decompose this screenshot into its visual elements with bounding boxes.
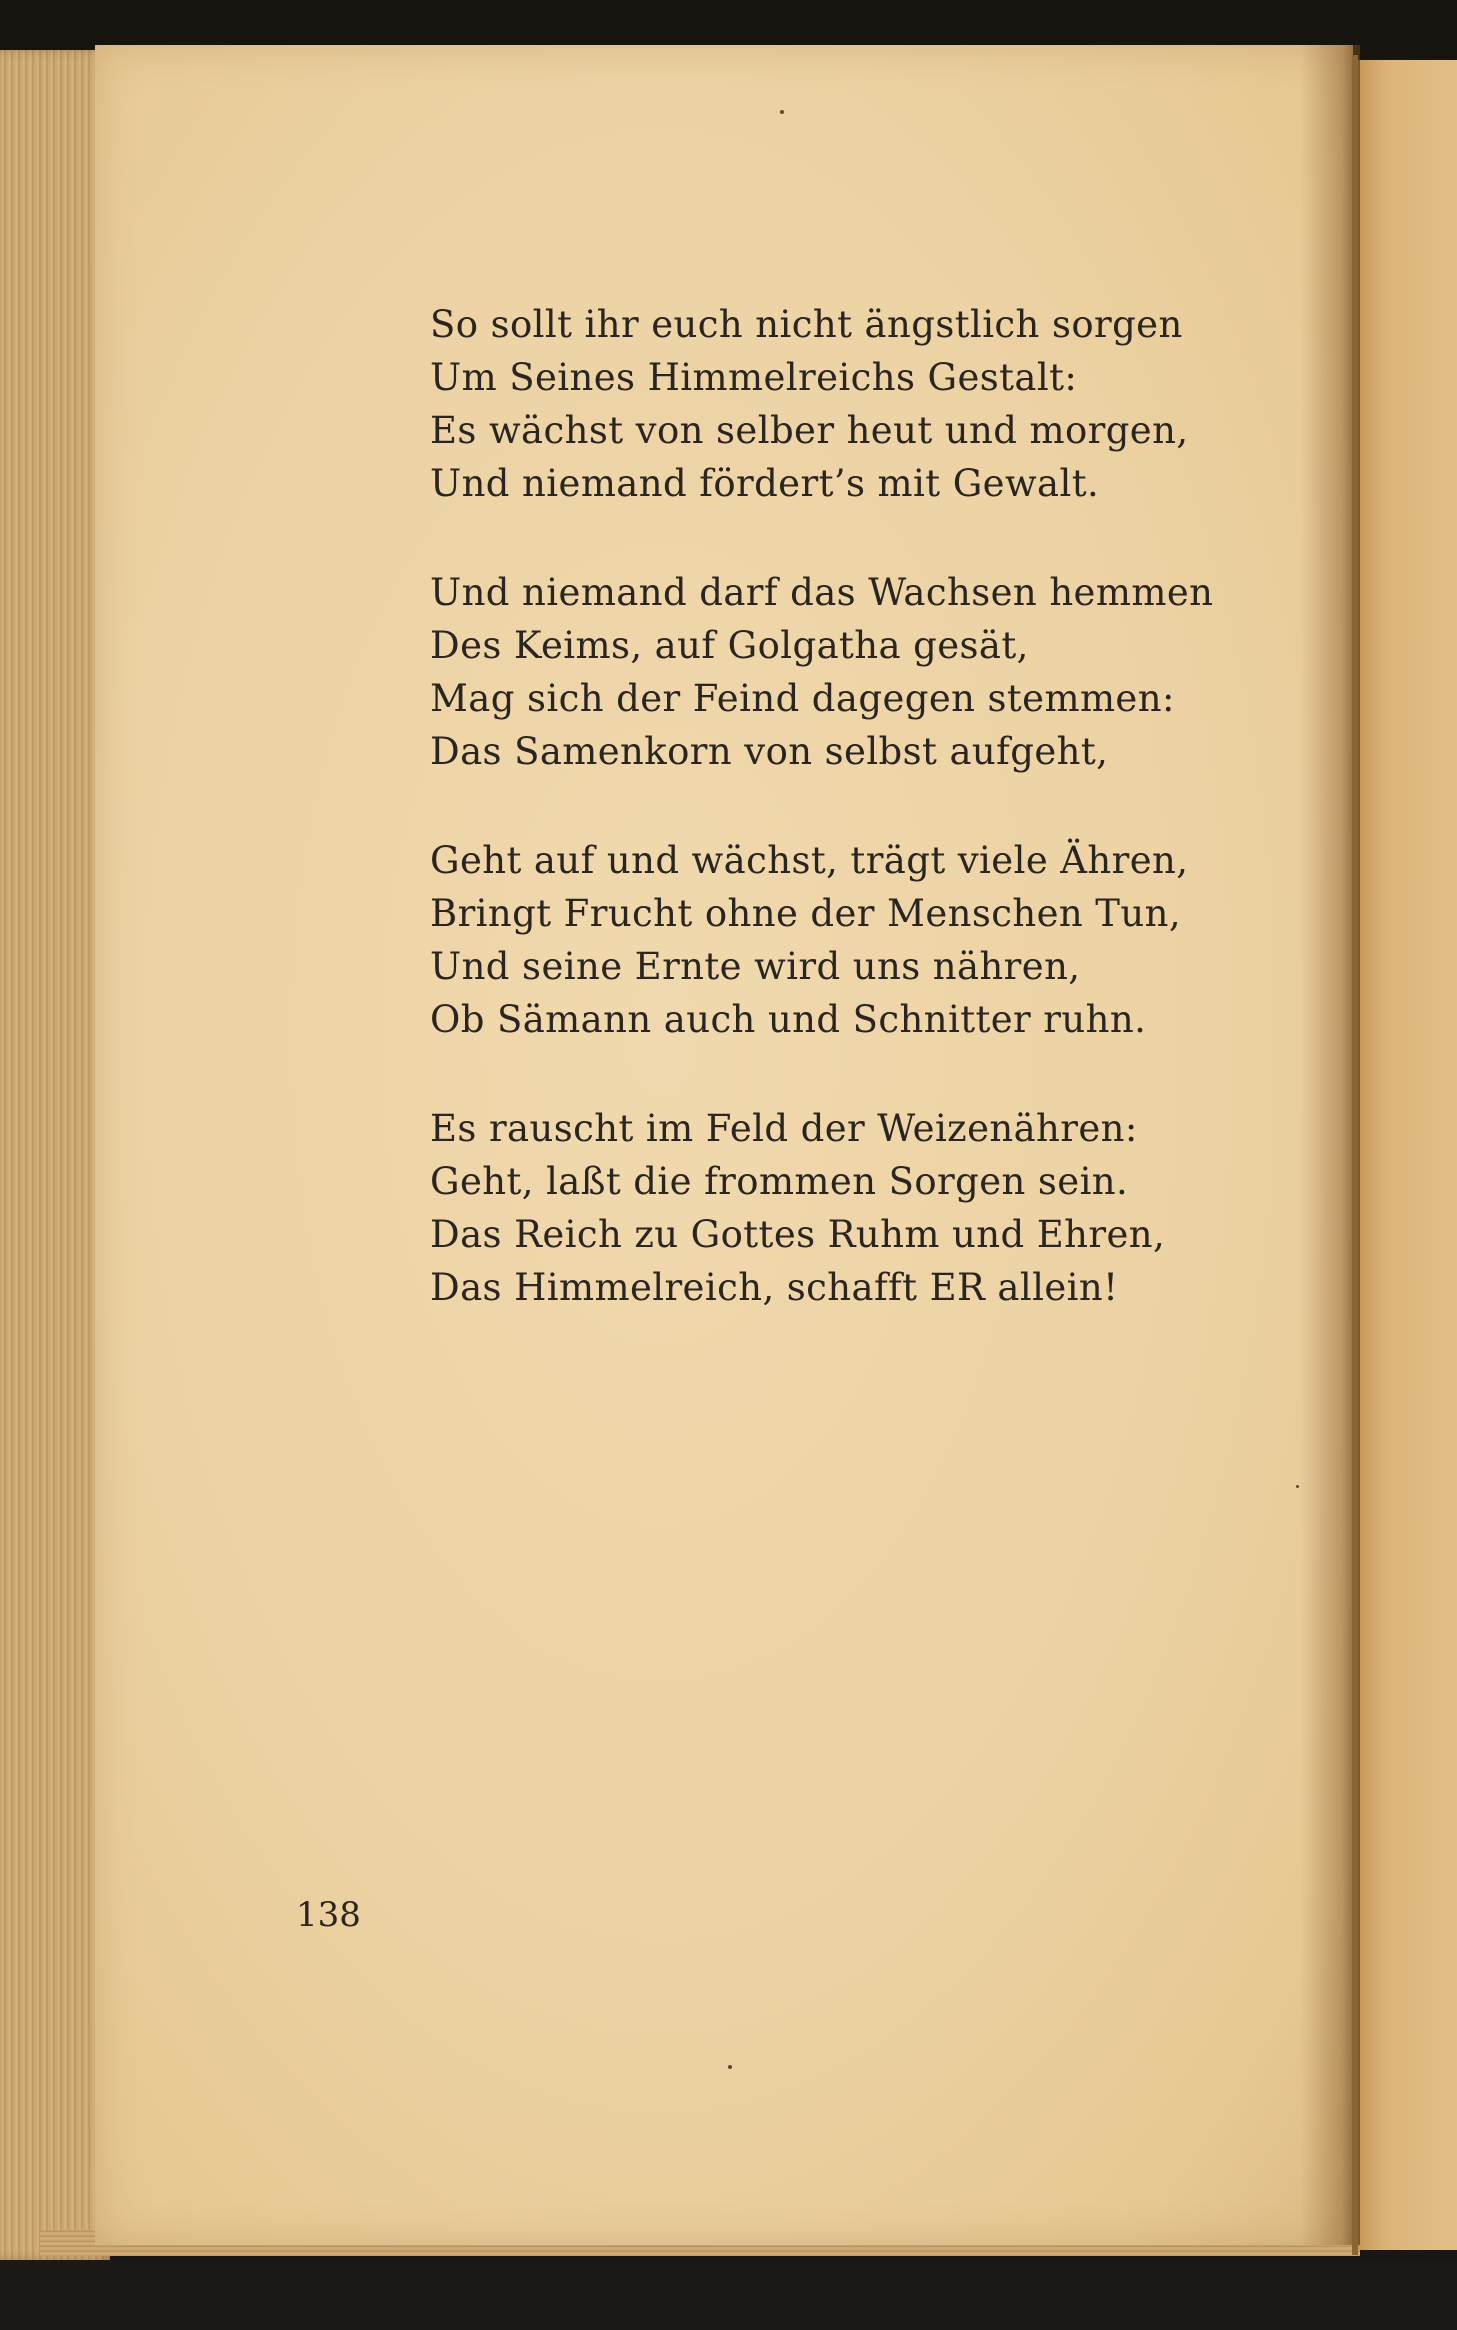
paper-speck <box>728 2065 732 2069</box>
poem-line: Und seine Ernte wird uns nähren, <box>430 945 1081 988</box>
poem-line: Mag sich der Feind dagegen stemmen: <box>430 677 1175 720</box>
poem-line: Es wächst von selber heut und morgen, <box>430 409 1189 452</box>
poem-line: Und niemand darf das Wachsen hemmen <box>430 571 1214 614</box>
poem-line: Das Reich zu Gottes Ruhm und Ehren, <box>430 1213 1166 1256</box>
stanza-2 <box>430 566 1230 778</box>
poem-line: Geht auf und wächst, trägt viele Ähren, <box>430 839 1189 882</box>
stanza-4 <box>430 1102 1230 1314</box>
facing-page <box>1356 60 1457 2250</box>
poem <box>430 298 1230 1370</box>
poem-line: Und niemand fördert’s mit Gewalt. <box>430 462 1100 505</box>
poem-line: So sollt ihr euch nicht ängstlich sorgen <box>430 303 1183 346</box>
stanza-3 <box>430 834 1230 1046</box>
paper-speck <box>780 110 784 114</box>
poem-line: Es rauscht im Feld der Weizenähren: <box>430 1107 1138 1150</box>
poem-line: Bringt Frucht ohne der Menschen Tun, <box>430 892 1181 935</box>
spine <box>1352 55 1358 2255</box>
gutter-shadow <box>1300 45 1360 2245</box>
page-edges-left <box>0 50 110 2260</box>
stanza-1 <box>430 298 1230 510</box>
poem-line: Das Himmelreich, schafft ER allein! <box>430 1266 1119 1309</box>
paper-speck <box>1296 1485 1299 1488</box>
page-number: 138 <box>296 1895 361 1935</box>
background-bottom <box>0 2260 1457 2330</box>
poem-line: Geht, laßt die frommen Sorgen sein. <box>430 1160 1129 1203</box>
poem-line: Um Seines Himmelreichs Gestalt: <box>430 356 1078 399</box>
poem-line: Ob Sämann auch und Schnitter ruhn. <box>430 998 1147 1041</box>
poem-line: Des Keims, auf Golgatha gesät, <box>430 624 1029 667</box>
poem-line: Das Samenkorn von selbst aufgeht, <box>430 730 1109 773</box>
